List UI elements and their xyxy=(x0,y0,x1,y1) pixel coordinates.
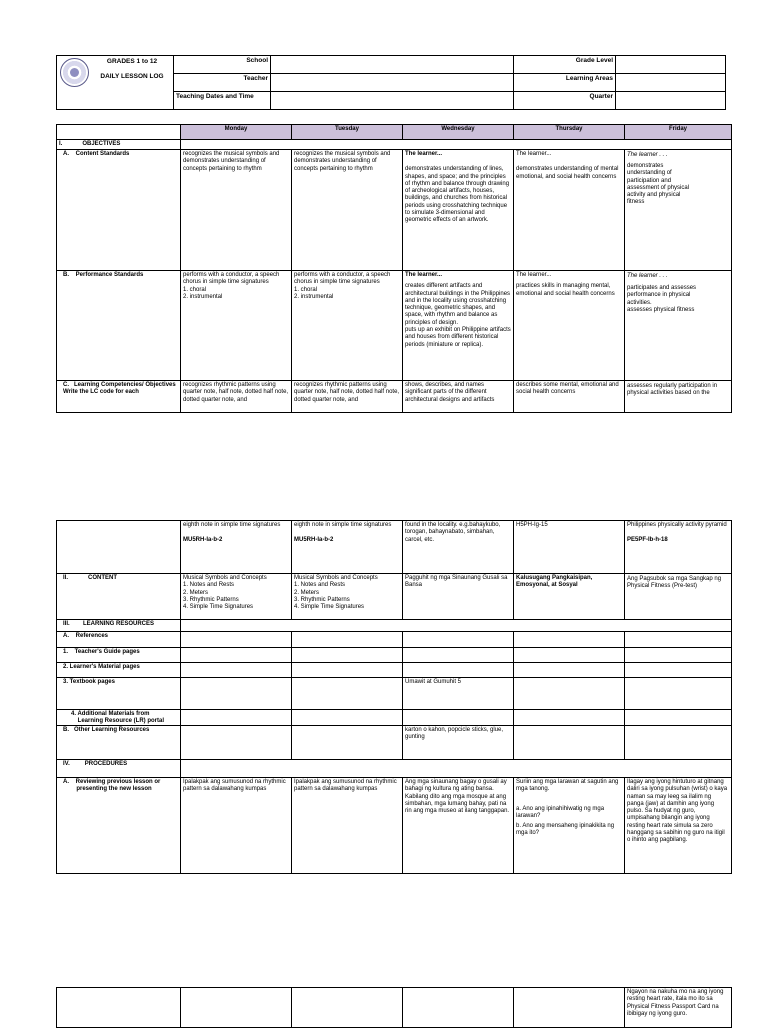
cell xyxy=(181,678,292,710)
friday-line: assessment of physical xyxy=(627,184,690,191)
cell xyxy=(181,632,292,648)
competencies-friday xyxy=(625,381,732,413)
content-wednesday: Pagguhit ng mga Sinaunang Gusali sa Bansa xyxy=(403,574,514,620)
cell xyxy=(181,726,292,760)
additional-materials-text: 4. Additional Materials from Learning Resource (LR) portal xyxy=(71,711,165,724)
competency-text: eighth note in simple time signatures xyxy=(183,522,281,528)
objectives-row xyxy=(181,140,732,150)
day-header-monday: Monday xyxy=(181,125,292,140)
friday-line: understanding of xyxy=(627,170,672,177)
reviewing-friday: Ilagay ang iyong hintuturo at gitnang daliri sa iyong pulsuhan (wrist) o kaya naman sa may leeg sa ilalim ng panga (jaw) at damhin ang iyong pulso. Sa hudyat ng guro, umpisahang bilangin ang iyong resting heart rate simula sa zero hanggang sa sabihin ng guro na itigil o ihinto ang pagbilang. xyxy=(625,778,732,874)
reviewing-label-text: A. Reviewing previous lesson or presenting the new lesson xyxy=(63,779,161,793)
cell xyxy=(403,632,514,648)
competency-code: PE5PF-Ib-h-18 xyxy=(627,537,668,544)
performance-text: performs with a conductor, a speech chorus in simple time signatures xyxy=(294,272,391,286)
teacher-label: Teacher xyxy=(174,74,271,92)
competencies-cont-tuesday xyxy=(292,521,403,574)
performance-standards-tuesday xyxy=(292,271,403,381)
friday-line: participates and assesses xyxy=(627,285,697,291)
reviewing-text: Suriin ang mga larawan at sagutin ang mga tanong. xyxy=(516,779,619,793)
competencies-wednesday: shows, describes, and names significant parts of the different architectural designs and artifacts xyxy=(403,381,514,413)
competencies-label-text: C. Learning Competencies/ Objectives Write the LC code for each xyxy=(63,382,176,396)
performance-standards-friday xyxy=(625,271,732,381)
learning-areas-field[interactable] xyxy=(616,74,726,92)
cell xyxy=(514,678,625,710)
friday-line: physical activities based on the xyxy=(627,390,710,396)
header-brand-cell xyxy=(57,56,174,110)
competency-text: Philippines physically activity pyramid xyxy=(627,522,727,528)
cell xyxy=(403,710,514,726)
deped-seal-icon xyxy=(60,58,89,87)
content-standards-monday: recognizes the musical symbols and demonstrates understanding of concepts pertaining to rhythm xyxy=(181,150,292,271)
content-standards-thursday xyxy=(514,150,625,271)
daily-lesson-log-title: DAILY LESSON LOG xyxy=(100,73,164,81)
content-standards-wednesday-text: demonstrates understanding of lines, shapes, and space; and the principles of rhythm and balance through drawing of archeological artifacts, houses, buildings, and churches from historical periods using crosshatching technique to simulate 3-dimensional and geometric effects of an artwork. xyxy=(405,166,510,224)
friday-line: assesses physical fitness xyxy=(627,306,695,313)
cell xyxy=(292,726,403,760)
cell xyxy=(292,678,403,710)
cell xyxy=(292,710,403,726)
performance-text: creates different artifacts and architectural buildings in the Philippines and in the locality using crosshatching technique, geometric shapes, and space, with rhythm and balance as principles of design. xyxy=(405,283,511,326)
competencies-label xyxy=(57,381,181,413)
cell xyxy=(514,663,625,678)
learning-resources-label: III. LEARNING RESOURCES xyxy=(57,620,181,632)
performance-text: performs with a conductor, a speech chorus in simple time signatures xyxy=(183,272,280,286)
performance-standards-wednesday xyxy=(403,271,514,381)
day-header-friday: Friday xyxy=(625,125,732,140)
lesson-table-page-3 xyxy=(56,987,732,1028)
performance-text: practices skills in managing mental, emotional and social health concerns xyxy=(516,283,615,297)
reviewing-tuesday: Ipalakpak ang sumusunod na rhythmic pattern sa dalawahang kumpas xyxy=(292,778,403,874)
references-label: A. References xyxy=(57,632,181,648)
grade-level-label: Grade Level xyxy=(514,56,616,74)
content-text: Musical Symbols and Concepts 1. Notes and Rests 2. Meters 3. Rhythmic Patterns 4. Simple Time Signatures xyxy=(294,575,378,611)
other-resources-wednesday: karton o kahon, popcicle sticks, glue, gunting xyxy=(403,726,514,760)
performance-item: 2. instrumental xyxy=(294,293,334,300)
reviewing-thursday xyxy=(514,778,625,874)
performance-standards-monday xyxy=(181,271,292,381)
cell xyxy=(292,663,403,678)
content-thursday: Kalusugang Pangkaisipan, Emosyonal, at Sosyal xyxy=(514,574,625,620)
cell xyxy=(292,632,403,648)
friday-line: activities. xyxy=(627,299,652,306)
competencies-tuesday: recognizes rhythmic patterns using quarter note, half note, dotted half note, dotted quarter note, and xyxy=(292,381,403,413)
learner-lead-text: The learner... xyxy=(405,272,443,278)
cell xyxy=(625,726,732,760)
learner-lead-text: The learner... xyxy=(516,272,552,278)
competencies-cont-wednesday: found in the locality. e.g.bahaykubo, torogan, bahaynabato, simbahan, carcel, etc. xyxy=(403,521,514,574)
friday-line: activity and physical xyxy=(627,192,681,199)
additional-materials-label xyxy=(57,710,181,726)
teachers-guide-label: 1. Teacher's Guide pages xyxy=(57,648,181,663)
content-standards-friday xyxy=(625,150,732,271)
reviewing-question: b. Ano ang mensaheng ipinakikita ng mga ito? xyxy=(516,823,615,837)
reviewing-monday: Ipalakpak ang sumusunod na rhythmic pattern sa dalawahang kumpas xyxy=(181,778,292,874)
content-standards-label: A. Content Standards xyxy=(57,150,181,271)
day-header-tuesday: Tuesday xyxy=(292,125,403,140)
learner-lead-text: The learner . . . xyxy=(627,152,668,158)
content-text: Musical Symbols and Concepts 1. Notes and Rests 2. Meters 3. Rhythmic Patterns 4. Simple Time Signatures xyxy=(183,575,267,611)
competencies-cont-friday xyxy=(625,521,732,574)
cell xyxy=(514,632,625,648)
learning-resources-row xyxy=(181,620,732,632)
competencies-cont-label xyxy=(57,521,181,574)
quarter-label: Quarter xyxy=(514,92,616,110)
grade-level-field[interactable] xyxy=(616,56,726,74)
performance-standards-label: B. Performance Standards xyxy=(57,271,181,381)
cell xyxy=(625,648,732,663)
reviewing-label xyxy=(57,778,181,874)
header-table xyxy=(56,55,726,110)
objectives-heading: I. OBJECTIVES xyxy=(57,140,181,150)
textbook-wednesday: Umawit at Gumuhit 5 xyxy=(403,678,514,710)
performance-item: 2. instrumental xyxy=(183,293,223,300)
other-resources-label: B. Other Learning Resources xyxy=(57,726,181,760)
cell xyxy=(514,726,625,760)
competency-code: MU5RH-Ia-b-2 xyxy=(294,537,334,544)
competencies-monday: recognizes rhythmic patterns using quarter note, half note, dotted half note, dotted quarter note, and xyxy=(181,381,292,413)
grades-label: GRADES 1 to 12 xyxy=(106,58,158,65)
cell xyxy=(625,632,732,648)
friday-line: assesses regularly participation in xyxy=(627,383,718,389)
performance-item: 1. choral xyxy=(183,286,207,293)
performance-item: 1. choral xyxy=(294,286,318,293)
reviewing-wednesday: Ang mga sinaunang bagay o gusali ay bahagi ng kultura ng ating bansa. Kabilang dito ang mga mosque at ang simbahan, mga lumang bahay, pati na rin ang mga museo at ilang tanggapan. xyxy=(403,778,514,874)
cell xyxy=(514,648,625,663)
friday-line: demonstrates xyxy=(627,163,664,169)
textbook-label: 3. Textbook pages xyxy=(57,678,181,710)
procedures-row xyxy=(181,760,732,778)
content-monday xyxy=(181,574,292,620)
friday-line: fitness xyxy=(627,199,645,206)
cell xyxy=(514,710,625,726)
day-header-wednesday: Wednesday xyxy=(403,125,514,140)
competencies-cont-thursday: H5PH-Ig-15 xyxy=(514,521,625,574)
learning-areas-label: Learning Areas xyxy=(514,74,616,92)
friday-line: performance in physical xyxy=(627,292,691,299)
content-standards-thursday-text: demonstrates understanding of mental emotional, and social health concerns xyxy=(516,166,619,180)
cell xyxy=(181,988,292,1028)
competencies-thursday: describes some mental, emotional and social health concerns xyxy=(514,381,625,413)
competency-text: eighth note in simple time signatures xyxy=(294,522,392,528)
cell xyxy=(292,988,403,1028)
cell xyxy=(181,663,292,678)
teaching-dates-label: Teaching Dates and Time xyxy=(174,92,271,110)
performance-text: puts up an exhibit on Philippine artifacts and houses from different historical periods (miniature or replica). xyxy=(405,327,511,348)
cell xyxy=(57,988,181,1028)
cell xyxy=(403,663,514,678)
cell xyxy=(403,648,514,663)
cell xyxy=(514,988,625,1028)
content-standards-wednesday xyxy=(403,150,514,271)
cell xyxy=(181,710,292,726)
school-field[interactable] xyxy=(271,56,514,74)
learner-lead-text: The learner... xyxy=(516,151,552,157)
teaching-dates-field[interactable] xyxy=(271,92,514,110)
performance-standards-thursday xyxy=(514,271,625,381)
teacher-field[interactable] xyxy=(271,74,514,92)
content-standards-tuesday: recognizes the musical symbols and demonstrates understanding of concepts pertaining to rhythm xyxy=(292,150,403,271)
friday-line: participation and xyxy=(627,177,672,184)
quarter-field[interactable] xyxy=(616,92,726,110)
day-header-thursday: Thursday xyxy=(514,125,625,140)
lesson-table-page-2 xyxy=(56,520,732,874)
learners-material-label: 2. Learner's Material pages xyxy=(57,663,181,678)
content-label: II. CONTENT xyxy=(57,574,181,620)
reviewing-question: a. Ano ang ipinahihiwatig ng mga larawan? xyxy=(516,805,605,819)
content-friday xyxy=(625,574,732,620)
content-text: Physical Fitness (Pre-test) xyxy=(627,583,698,589)
competency-code: MU5RH-Ia-b-2 xyxy=(183,537,223,544)
cell xyxy=(625,663,732,678)
learner-lead-text: The learner... xyxy=(405,151,443,157)
cell xyxy=(181,648,292,663)
content-tuesday xyxy=(292,574,403,620)
corner-cell xyxy=(57,125,181,140)
content-text: Ang Pagsubok sa mga Sangkap ng xyxy=(627,576,722,582)
lesson-table-page-1 xyxy=(56,124,732,413)
school-label: School xyxy=(174,56,271,74)
cell xyxy=(292,648,403,663)
competencies-cont-monday xyxy=(181,521,292,574)
cell xyxy=(625,710,732,726)
cell xyxy=(625,678,732,710)
cell xyxy=(403,988,514,1028)
continuation-friday: Ngayon na nakuha mo na ang iyong resting heart rate, itala mo ito sa Physical Fitness Passport Card na ibibigay ng iyong guro. xyxy=(625,988,732,1028)
procedures-label: IV. PROCEDURES xyxy=(57,760,181,778)
learner-lead-text: The learner . . . xyxy=(627,273,668,279)
